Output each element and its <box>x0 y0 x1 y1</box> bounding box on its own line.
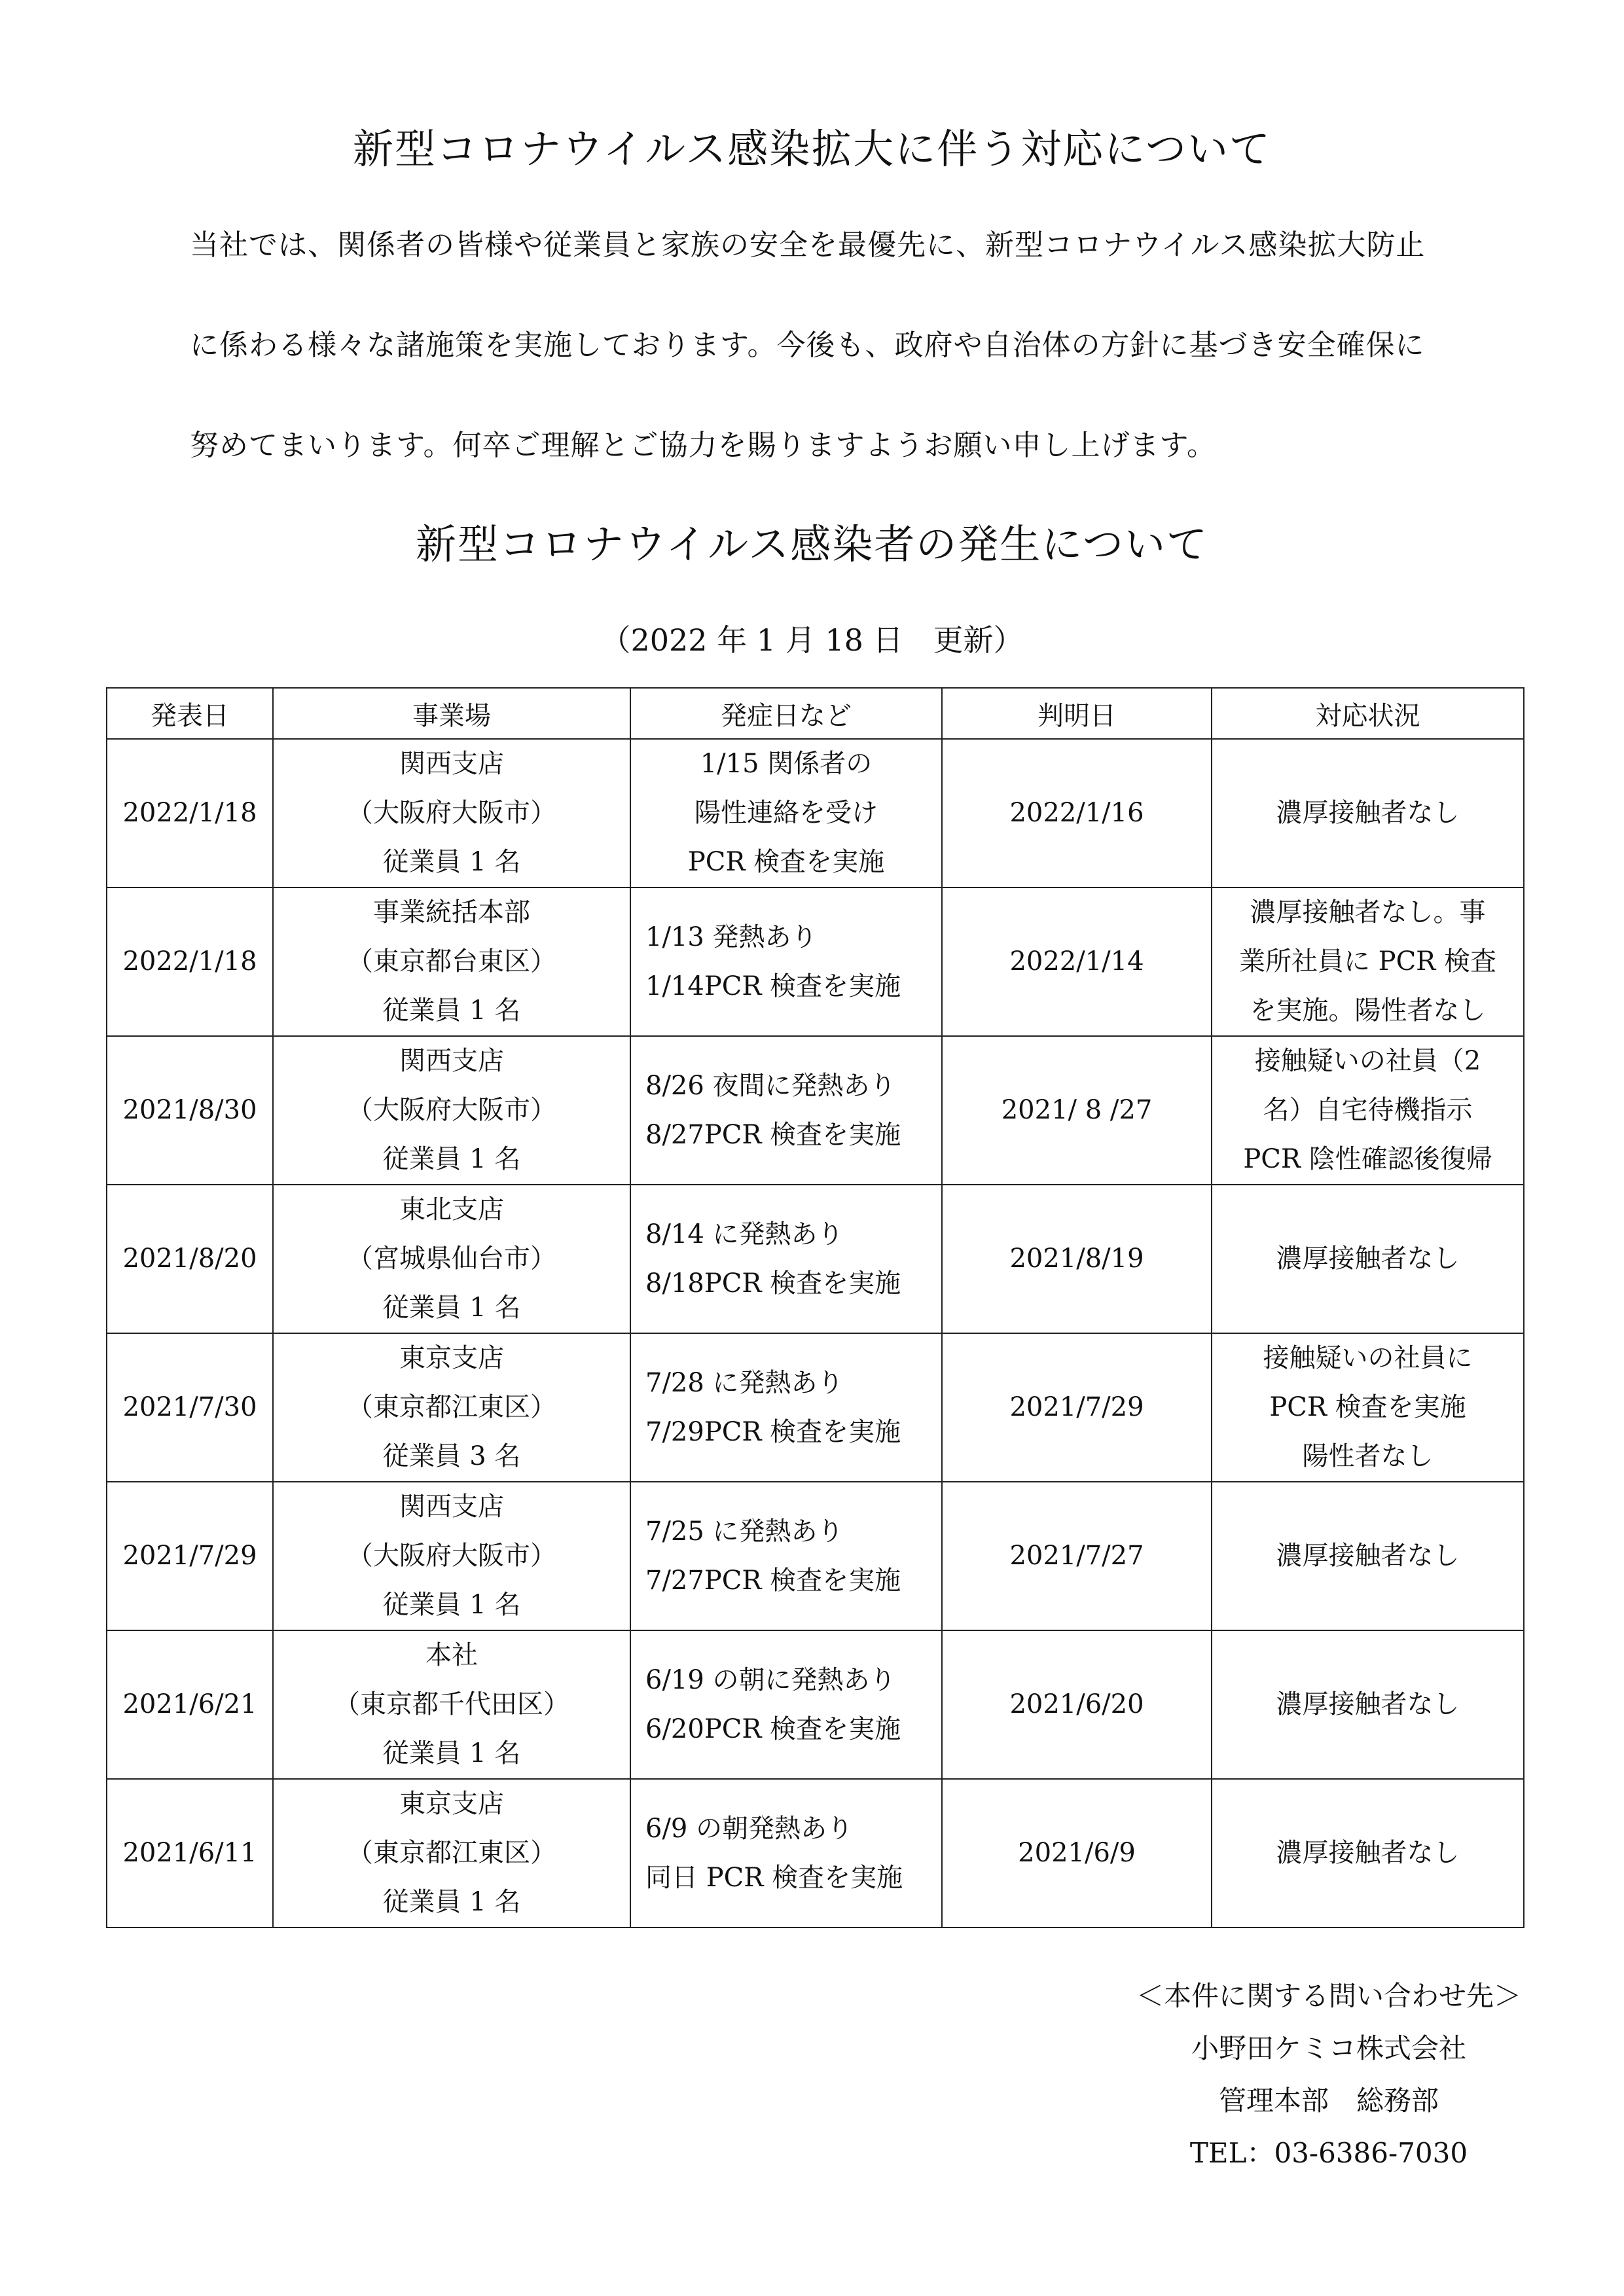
onset-line: PCR 検査を実施 <box>687 847 885 877</box>
cell-response <box>1212 1185 1524 1333</box>
intro-paragraph <box>190 219 1460 520</box>
page-title: 新型コロナウイルス感染拡大に伴う対応について <box>352 125 1272 173</box>
cell-announced: 2021/6/21 <box>107 1630 273 1779</box>
onset-line: 6/9 の朝発熱あり <box>645 1813 854 1844</box>
site-line: 事業統括本部 <box>373 897 530 927</box>
header-response: 対応状況 <box>1212 688 1524 739</box>
header-onset: 発症日など <box>630 688 942 739</box>
cell-site <box>273 888 630 1036</box>
site-line: 従業員 1 名 <box>382 847 521 877</box>
onset-line: 同日 PCR 検査を実施 <box>645 1862 903 1893</box>
header-site: 事業場 <box>273 688 630 739</box>
site-line: 東京支店 <box>399 1343 504 1373</box>
contact-company: 小野田ケミコ株式会社 <box>1191 2032 1466 2064</box>
cell-confirmed: 2021/7/27 <box>942 1482 1212 1630</box>
response-line: 濃厚接触者なし <box>1276 798 1460 828</box>
cell-response <box>1212 1036 1524 1185</box>
cell-site <box>273 1779 630 1928</box>
contact-heading: ＜本件に関する問い合わせ先＞ <box>1136 1980 1521 2012</box>
contact-tel: TEL：03-6386-7030 <box>1189 2137 1468 2169</box>
header-confirmed: 判明日 <box>942 688 1212 739</box>
response-line: PCR 陰性確認後復帰 <box>1243 1144 1492 1174</box>
site-line: 東京支店 <box>399 1789 504 1819</box>
cell-onset <box>630 1482 942 1630</box>
cell-onset <box>630 1185 942 1333</box>
site-line: 関西支店 <box>399 749 504 779</box>
cell-site <box>273 739 630 888</box>
cell-confirmed: 2021/6/20 <box>942 1630 1212 1779</box>
table-row <box>107 1779 1524 1928</box>
response-line: 濃厚接触者なし <box>1276 1541 1460 1571</box>
table-row <box>107 739 1524 888</box>
onset-line: 7/29PCR 検査を実施 <box>645 1416 901 1447</box>
onset-line: 6/20PCR 検査を実施 <box>645 1713 901 1744</box>
site-line: 従業員 1 名 <box>382 1293 521 1323</box>
cell-announced: 2022/1/18 <box>107 888 273 1036</box>
response-line: 濃厚接触者なし <box>1276 1689 1460 1719</box>
onset-line: 7/28 に発熱あり <box>645 1367 844 1398</box>
cell-onset <box>630 888 942 1036</box>
site-line: 本社 <box>425 1640 478 1670</box>
contact-department: 管理本部 総務部 <box>1218 2085 1439 2117</box>
cell-announced: 2021/8/20 <box>107 1185 273 1333</box>
cell-response <box>1212 1779 1524 1928</box>
intro-line: に係わる様々な諸施策を実施しております。今後も、政府や自治体の方針に基づき安全確保に <box>190 329 1425 362</box>
onset-line: 1/14PCR 検査を実施 <box>645 971 901 1001</box>
onset-line: 陽性連絡を受け <box>695 798 878 828</box>
cell-onset <box>630 1036 942 1185</box>
cell-response <box>1212 1630 1524 1779</box>
cell-site <box>273 1333 630 1482</box>
cell-announced: 2022/1/18 <box>107 739 273 888</box>
cell-onset <box>630 1779 942 1928</box>
site-line: 関西支店 <box>399 1492 504 1522</box>
site-line: 東北支店 <box>399 1194 504 1225</box>
cell-response <box>1212 739 1524 888</box>
header-announced: 発表日 <box>107 688 273 739</box>
site-line: （大阪府大阪市） <box>347 1095 556 1125</box>
site-line: （東京都江東区） <box>347 1838 556 1868</box>
cell-response <box>1212 1482 1524 1630</box>
update-date: （2022 年 1 月 18 日 更新） <box>600 622 1024 658</box>
onset-line: 1/13 発熱あり <box>645 922 818 952</box>
table-row <box>107 888 1524 1036</box>
cell-announced: 2021/6/11 <box>107 1779 273 1928</box>
site-line: （東京都千代田区） <box>334 1689 569 1719</box>
response-line: 濃厚接触者なし。事 <box>1250 897 1486 927</box>
onset-line: 7/25 に発熱あり <box>645 1516 844 1547</box>
cases-table <box>106 687 1525 1928</box>
table-row <box>107 1630 1524 1779</box>
response-line: を実施。陽性者なし <box>1250 996 1486 1026</box>
cell-announced: 2021/7/29 <box>107 1482 273 1630</box>
cell-announced: 2021/8/30 <box>107 1036 273 1185</box>
site-line: （大阪府大阪市） <box>347 1541 556 1571</box>
site-line: 従業員 1 名 <box>382 996 521 1026</box>
response-line: 濃厚接触者なし <box>1276 1244 1460 1274</box>
site-line: 従業員 1 名 <box>382 1738 521 1768</box>
cell-confirmed: 2022/1/16 <box>942 739 1212 888</box>
intro-line: 努めてまいります。何卒ご理解とご協力を賜りますようお願い申し上げます。 <box>190 429 1216 462</box>
onset-line: 1/15 関係者の <box>700 749 873 779</box>
cell-announced: 2021/7/30 <box>107 1333 273 1482</box>
site-line: 従業員 3 名 <box>382 1441 521 1471</box>
cell-confirmed: 2021/8/19 <box>942 1185 1212 1333</box>
site-line: 従業員 1 名 <box>382 1144 521 1174</box>
response-line: 陽性者なし <box>1302 1441 1434 1471</box>
cell-confirmed: 2021/7/29 <box>942 1333 1212 1482</box>
site-line: 関西支店 <box>399 1046 504 1076</box>
table-row <box>107 1036 1524 1185</box>
cell-site <box>273 1185 630 1333</box>
table-row <box>107 1185 1524 1333</box>
cell-confirmed: 2022/1/14 <box>942 888 1212 1036</box>
cell-site <box>273 1630 630 1779</box>
response-line: 接触疑いの社員に <box>1263 1343 1473 1373</box>
onset-line: 7/27PCR 検査を実施 <box>645 1565 901 1596</box>
site-line: （大阪府大阪市） <box>347 798 556 828</box>
cell-onset <box>630 739 942 888</box>
site-line: 従業員 1 名 <box>382 1887 521 1917</box>
cell-site <box>273 1482 630 1630</box>
response-line: 業所社員に PCR 検査 <box>1238 946 1497 977</box>
site-line: 従業員 1 名 <box>382 1590 521 1620</box>
cell-confirmed: 2021/ 8 /27 <box>942 1036 1212 1185</box>
response-line: 名）自宅待機指示 <box>1263 1095 1473 1125</box>
cell-response <box>1212 1333 1524 1482</box>
site-line: （東京都江東区） <box>347 1392 556 1422</box>
response-line: PCR 検査を実施 <box>1269 1392 1466 1422</box>
cell-onset <box>630 1333 942 1482</box>
site-line: （宮城県仙台市） <box>347 1244 556 1274</box>
response-line: 濃厚接触者なし <box>1276 1838 1460 1868</box>
response-line: 接触疑いの社員（2 <box>1254 1046 1481 1076</box>
onset-line: 8/14 に発熱あり <box>645 1219 844 1249</box>
cell-confirmed: 2021/6/9 <box>942 1779 1212 1928</box>
table-row <box>107 1482 1524 1630</box>
site-line: （東京都台東区） <box>347 946 556 977</box>
section-title: 新型コロナウイルス感染者の発生について <box>415 520 1209 568</box>
onset-line: 8/18PCR 検査を実施 <box>645 1268 901 1299</box>
contact-block <box>1100 1970 1558 2179</box>
onset-line: 8/27PCR 検査を実施 <box>645 1119 901 1150</box>
cell-onset <box>630 1630 942 1779</box>
cell-response <box>1212 888 1524 1036</box>
onset-line: 8/26 夜間に発熱あり <box>645 1070 896 1101</box>
table-row <box>107 1333 1524 1482</box>
onset-line: 6/19 の朝に発熱あり <box>645 1664 896 1695</box>
table-header-row <box>107 688 1524 739</box>
cell-site <box>273 1036 630 1185</box>
intro-line: 当社では、関係者の皆様や従業員と家族の安全を最優先に、新型コロナウイルス感染拡大防止 <box>190 228 1426 262</box>
